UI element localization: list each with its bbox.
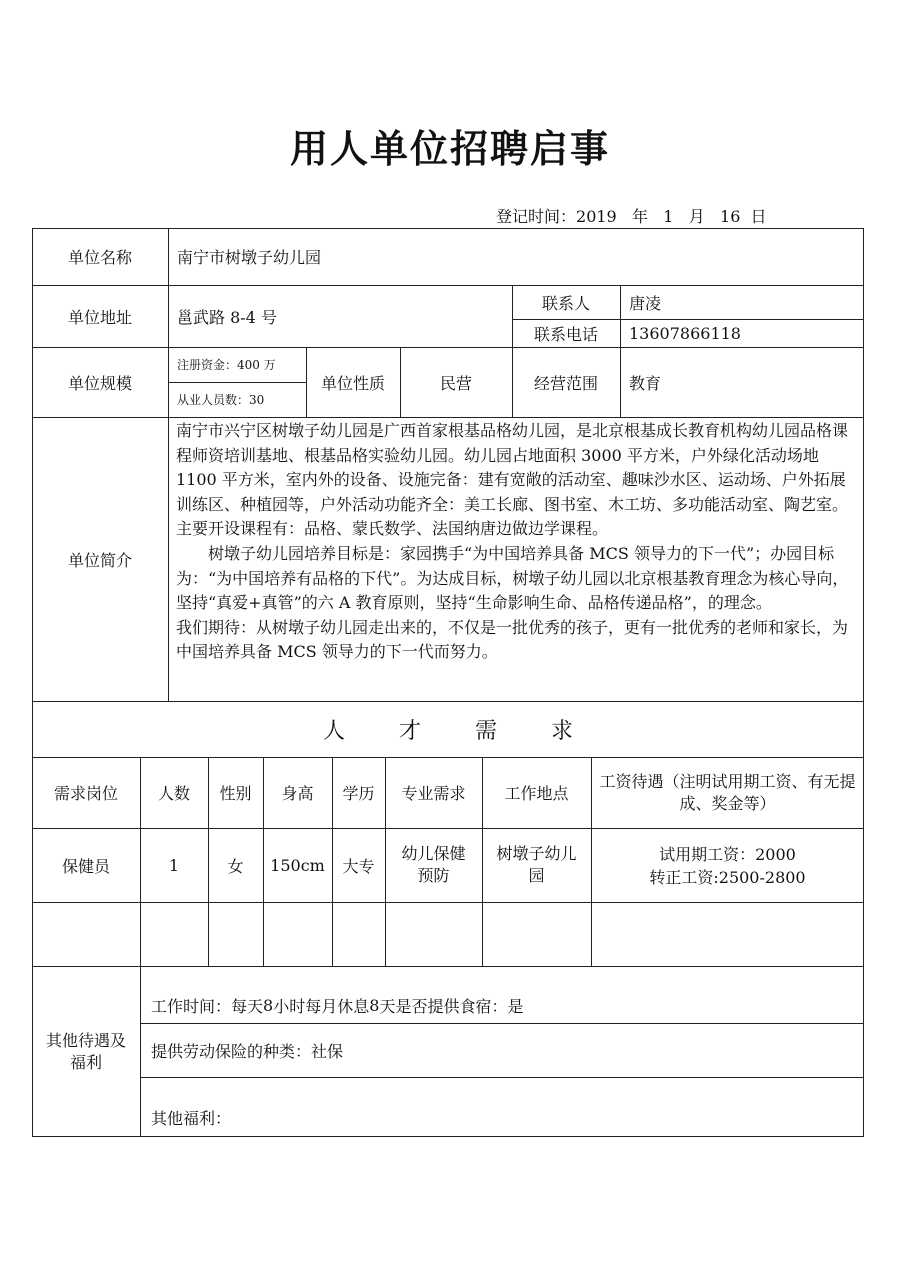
column-header-count: 人数 <box>157 784 190 803</box>
insurance-label: 提供劳动保险的种类： <box>151 1041 312 1061</box>
intro-paragraph: 我们期待：从树墩子幼儿园走出来的，不仅是一批优秀的孩子，更有一批优秀的老师和家长，为中国培养具备 MCS 领导力的下一代而努力。 <box>176 617 849 662</box>
other-welfare-line <box>141 1077 864 1137</box>
cell-major: 幼儿保健预防 <box>401 844 466 885</box>
work-time-label: 工作时间： <box>151 996 232 1016</box>
registered-capital: 注册资金：400 万 <box>177 358 276 372</box>
column-header-position: 需求岗位 <box>53 784 118 803</box>
salary-probation: 试用期工资：2000 <box>659 845 796 864</box>
insurance-line <box>141 1023 864 1077</box>
talent-heading-char: 求 <box>550 718 573 744</box>
talent-heading <box>32 701 864 757</box>
page-title: 用人单位招聘启事 <box>289 127 610 171</box>
registration-month: 1 <box>663 207 674 226</box>
cell-position: 保健员 <box>61 856 110 876</box>
unit-name-label: 单位名称 <box>67 248 132 267</box>
column-header-education: 学历 <box>342 784 375 803</box>
column-header-height: 身高 <box>281 784 314 803</box>
business-scope-value: 教育 <box>629 373 662 393</box>
employee-count: 从业人员数：30 <box>177 393 265 407</box>
unit-intro <box>176 419 858 665</box>
cell-salary <box>591 828 864 902</box>
unit-scale-label: 单位规模 <box>67 373 132 393</box>
unit-address-value: 邕武路 8-4 号 <box>177 307 277 327</box>
unit-intro-label: 单位简介 <box>67 550 132 570</box>
unit-nature-value: 民营 <box>439 373 472 393</box>
work-time-line: 工作时间： 每天 8 小时 每月休息 8 天 是否提供食宿： 是 <box>151 995 524 1016</box>
intro-paragraph: 南宁市兴宁区树墩子幼儿园是广西首家根基品格幼儿园，是北京根基成长教育机构幼儿园品格课程师资培训基地、根基品格实验幼儿园。幼儿园占地面积 3000 平方米，户外绿化活动场地 1100 平方米，室内外的设备、设施完备：建有宽敞的活动室、趣味沙水区、运动场、户外拓展训练区、种植园等，户外活动功能齐全：美工长廊、图书室、木工坊、多功能活动室、陶艺室。主要开设课程有：品格、蒙氏数学、法国纳唐边做边学课程。 <box>176 421 849 539</box>
welfare-label: 其他待遇及福利 <box>45 1030 126 1072</box>
column-header-salary: 工资待遇（注明试用期工资、有无提成、奖金等） <box>599 771 856 813</box>
cell-count: 1 <box>168 855 180 875</box>
salary-regular: 转正工资:2500-2800 <box>649 868 806 887</box>
business-scope-label: 经营范围 <box>533 373 598 393</box>
intro-paragraph: 树墩子幼儿园培养目标是：家园携手“为中国培养具备 MCS 领导力的下一代”；办园目标为：“为中国培养有品格的下代”。为达成目标，树墩子幼儿园以北京根基教育理念为核心导向，坚持“真爱+真管”的六 A 教育原则，坚持“生命影响生命、品格传递品格”，的理念。 <box>176 543 849 613</box>
column-header-location: 工作地点 <box>504 784 569 803</box>
contact-value: 唐凌 <box>629 293 662 313</box>
unit-nature-label: 单位性质 <box>320 373 385 393</box>
registration-year: 2019 <box>576 207 617 226</box>
registration-day: 16 <box>720 207 741 226</box>
other-welfare-label: 其他福利： <box>151 1108 232 1128</box>
board-label: 是否提供食宿： <box>395 996 508 1016</box>
phone-value: 13607866118 <box>629 323 741 343</box>
insurance-value: 社保 <box>311 1041 344 1061</box>
monthly-days: 8 <box>369 995 380 1015</box>
cell-education: 大专 <box>342 856 375 876</box>
talent-heading-char: 人 <box>322 718 345 744</box>
board-value: 是 <box>507 996 524 1016</box>
registration-label: 登记时间： <box>496 207 577 226</box>
daily-hours: 8 <box>263 995 274 1015</box>
cell-gender: 女 <box>227 856 244 876</box>
phone-label: 联系电话 <box>533 324 598 344</box>
talent-heading-char: 才 <box>398 718 421 744</box>
cell-location: 树墩子幼儿园 <box>496 844 577 885</box>
column-header-gender: 性别 <box>219 784 252 803</box>
cell-height: 150cm <box>270 855 325 875</box>
contact-label: 联系人 <box>541 293 590 313</box>
column-header-major: 专业需求 <box>401 784 466 803</box>
talent-heading-char: 需 <box>474 718 497 744</box>
registration-date: 登记时间：2019 年 1 月 16 日 <box>496 207 767 226</box>
unit-address-label: 单位地址 <box>67 307 132 327</box>
unit-name-value: 南宁市树墩子幼儿园 <box>177 248 322 267</box>
